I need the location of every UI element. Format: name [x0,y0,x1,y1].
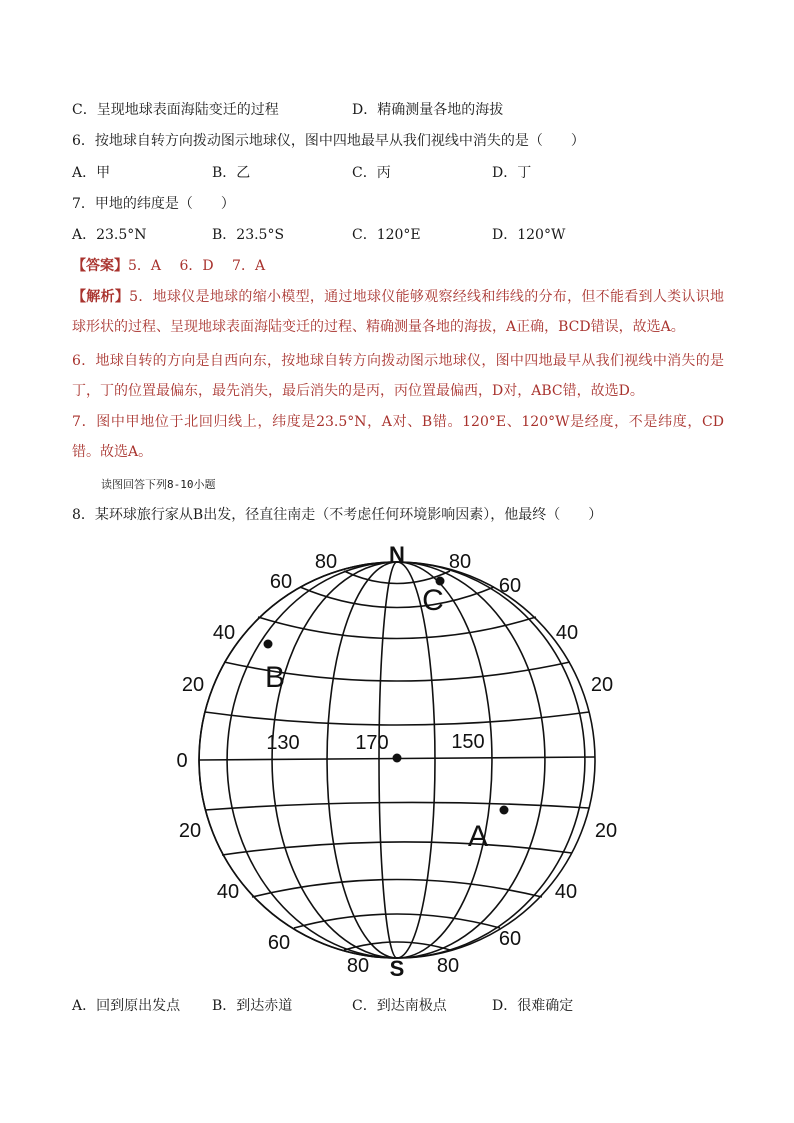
q8-option-c: C．到达南极点 [352,998,447,1014]
point-b-label: B [264,661,286,694]
q5-option-d: D．精确测量各地的海拔 [352,102,504,118]
answer-label: 【答案】 [72,258,128,274]
south-pole-label: S [389,956,405,981]
point-c-label: C [422,584,444,617]
q7-option-c: C．120°E [352,227,421,243]
lon-label: 170 [355,732,389,754]
q8-option-b: B．到达赤道 [212,998,293,1014]
instruction: 读图回答下列8-10小题 [101,478,216,491]
lat-label: 40 [212,622,236,644]
parallel-line [300,587,494,608]
q8-option-a: A．回到原出发点 [72,998,181,1014]
parallel-line [205,802,589,810]
q5-option-c: C．呈现地球表面海陆变迁的过程 [72,102,279,118]
lat-label: 20 [178,820,202,842]
meridian-line [327,562,397,958]
lat-label: 40 [554,881,578,903]
point-a-label: A [467,820,489,853]
lat-label: 80 [346,955,370,977]
lat-label: 60 [267,932,291,954]
lon-label: 150 [451,731,485,753]
q7-option-b: B．23.5°S [212,227,285,243]
lat-label: 60 [498,928,522,950]
q6-stem: 6．按地球自转方向拨动图示地球仪，图中四地最早从我们视线中消失的是（ ） [72,133,585,149]
point-a-marker [500,806,509,815]
meridian-line [397,562,492,958]
center-point-marker [393,754,402,763]
parallel-line [294,914,500,928]
lat-label: 0 [176,750,188,772]
q8-stem: 8．某环球旅行家从B出发，径直往南走（不考虑任何环境影响因素），他最终（ ） [72,507,603,523]
lat-label: 20 [181,674,205,696]
q7-option-d: D．120°W [492,227,566,243]
lat-label: 80 [436,955,460,977]
q7-stem: 7．甲地的纬度是（ ） [72,196,235,212]
analysis-6: 6．地球自转的方向是自西向东，按地球自转方向拨动图示地球仪，图中四地最早从我们视线中消失的是丁，丁的位置最偏东，最先消失，最后消失的是丙，丙位置最偏西，D对，ABC错，故选D。 [72,353,724,399]
analysis-label: 【解析】 [72,289,130,305]
analysis-5-text: 5．地球仪是地球的缩小模型，通过地球仪能够观察经线和纬线的分布，但不能看到人类认识地球形状的过程、呈现地球表面海陆变迁的过程、精确测量各地的海拔，A正确，BCD错误，故选A。 [72,289,725,335]
parallel-line [252,880,542,898]
lat-label: 20 [594,820,618,842]
lat-label: 80 [448,551,472,573]
q6-option-a: A．甲 [72,165,111,181]
q6-option-d: D．丁 [492,165,532,181]
parallel-line [344,571,450,584]
lat-label: 60 [498,575,522,597]
lat-label: 60 [269,571,293,593]
lon-label: 130 [266,732,300,754]
parallel-line [222,842,572,855]
parallel-line [205,712,589,725]
meridian-line [397,562,435,958]
point-b-marker [264,640,273,649]
lat-label: 20 [590,674,614,696]
q8-option-d: D．很难确定 [492,998,574,1014]
lat-label: 80 [314,551,338,573]
north-pole-label: N [389,542,405,567]
lat-label: 40 [555,622,579,644]
lat-label: 40 [216,881,240,903]
q7-option-a: A．23.5°N [72,227,147,243]
q6-option-c: C．丙 [352,165,391,181]
q6-option-b: B．乙 [212,165,251,181]
analysis-7: 7．图中甲地位于北回归线上，纬度是23.5°N，A对、B错。120°E、120°W是经度，不是纬度，CD错。故选A。 [72,414,724,460]
answer-text: 5．A 6．D 7．A [128,258,266,274]
